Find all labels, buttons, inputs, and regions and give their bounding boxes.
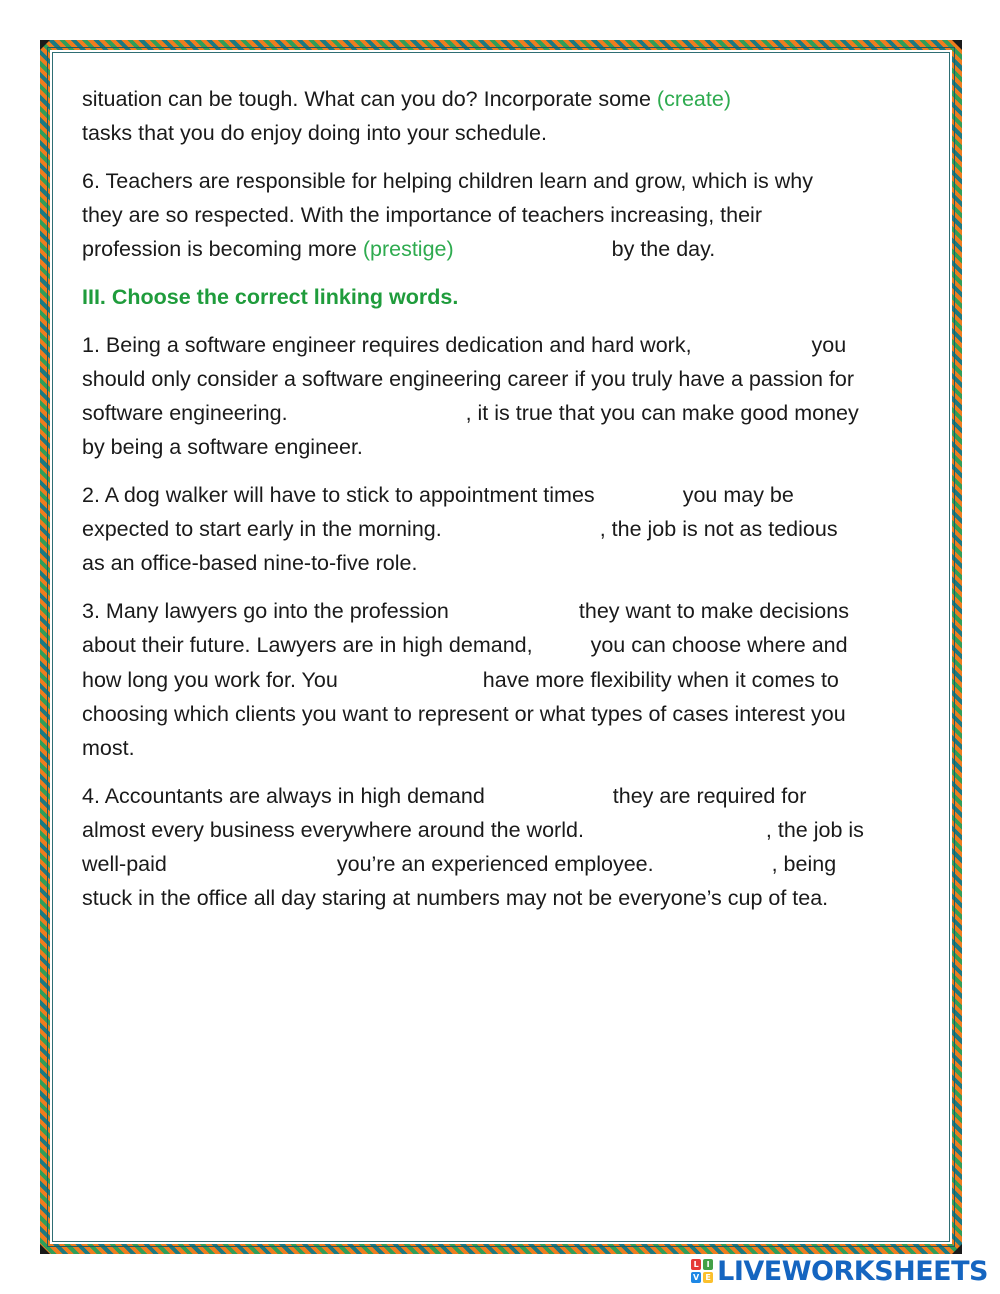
logo-tile: V: [693, 1273, 700, 1282]
q4-line-1-start: 4. Accountants are always in high demand: [82, 783, 485, 808]
q4-line-3-start: well-paid: [82, 852, 167, 877]
q3-line-1-end: they want to make decisions: [578, 599, 849, 624]
answer-blank-q1-a[interactable]: [692, 332, 812, 356]
q2-line-2-start: expected to start early in the morning.: [82, 517, 442, 542]
q4-line-1-end: they are required for: [612, 783, 807, 808]
answer-blank-q2-a[interactable]: [595, 482, 683, 506]
q3-line-3-start: how long you work for. You: [82, 667, 338, 692]
border-corner-bottom-right: [952, 1244, 962, 1254]
logo-mark-icon: [691, 1259, 713, 1283]
item-5-tail: [82, 82, 947, 150]
answer-blank-q4-a[interactable]: [485, 783, 613, 807]
logo-text: LIVEWORKSHEETS: [717, 1255, 988, 1287]
answer-blank-q3-c[interactable]: [338, 667, 483, 691]
logo-tile: E: [703, 1272, 713, 1283]
question-4: [82, 779, 947, 916]
answer-blank-q3-a[interactable]: [449, 598, 579, 622]
answer-blank-q3-b[interactable]: [533, 632, 591, 656]
answer-blank-q4-d[interactable]: [654, 851, 772, 875]
item-6-line-2: they are so respected. With the importance of teachers increasing, their: [82, 203, 762, 228]
question-3: [82, 594, 947, 765]
q2-line-1-end: you may be: [682, 483, 794, 508]
q2-line-3: as an office-based nine-to-five role.: [82, 551, 418, 576]
q3-line-1-start: 3. Many lawyers go into the profession: [82, 599, 449, 624]
q3-line-3-end: have more flexibility when it comes to: [482, 667, 839, 692]
q4-line-2-end: , the job is: [765, 817, 864, 842]
q3-line-4: choosing which clients you want to represent or what types of cases interest you: [82, 701, 846, 726]
answer-blank-q1-b[interactable]: [288, 400, 466, 424]
liveworksheets-logo[interactable]: [691, 1254, 988, 1288]
worksheet-content: [82, 82, 947, 929]
item-6: [82, 164, 947, 267]
answer-blank-q2-b[interactable]: [442, 516, 600, 540]
q2-line-1-start: 2. A dog walker will have to stick to appointment times: [82, 483, 595, 508]
q1-line-3-end: , it is true that you can make good money: [465, 401, 859, 426]
q4-line-3-end: , being: [771, 852, 837, 877]
item-6-line-3-end: by the day.: [611, 237, 716, 262]
q4-line-3-mid: you’re an experienced employee.: [336, 852, 654, 877]
item-6-line-3-start: profession is becoming more: [82, 237, 357, 262]
q2-line-2-end: , the job is not as tedious: [599, 517, 838, 542]
answer-blank-q4-c[interactable]: [167, 851, 337, 875]
answer-blank-item-6[interactable]: [454, 236, 612, 260]
q4-line-4: stuck in the office all day staring at numbers may not be everyone’s cup of tea.: [82, 886, 829, 911]
border-corner-bottom-left: [40, 1244, 50, 1254]
item-6-line-1: 6. Teachers are responsible for helping children learn and grow, which is why: [82, 168, 814, 193]
q3-line-2-end: you can choose where and: [590, 633, 848, 658]
q3-line-5: most.: [82, 735, 135, 760]
q1-line-3-start: software engineering.: [82, 401, 288, 426]
logo-tile: I: [703, 1259, 713, 1270]
item-5-text: situation can be tough. What can you do? Incorporate some: [82, 87, 651, 111]
item-5-text-end: tasks that you do enjoy doing into your schedule.: [82, 121, 547, 146]
border-corner-top-right: [952, 40, 962, 50]
logo-tile: L: [691, 1259, 701, 1270]
q1-line-1-end: you: [811, 332, 847, 357]
section-3-heading: III. Choose the correct linking words.: [82, 285, 459, 310]
question-1: [82, 328, 947, 465]
q1-line-1-start: 1. Being a software engineer requires dedication and hard work,: [82, 332, 692, 357]
answer-blank-q4-b[interactable]: [584, 817, 766, 841]
border-corner-top-left: [40, 40, 50, 50]
hint-create: (create): [656, 87, 731, 111]
q3-line-2-start: about their future. Lawyers are in high demand,: [82, 633, 533, 658]
question-2: [82, 478, 947, 581]
q4-line-2-start: almost every business everywhere around the world.: [82, 817, 584, 842]
q1-line-4: by being a software engineer.: [82, 435, 363, 460]
q1-line-2: should only consider a software engineering career if you truly have a passion for: [82, 366, 855, 391]
hint-prestige: (prestige): [362, 237, 454, 262]
